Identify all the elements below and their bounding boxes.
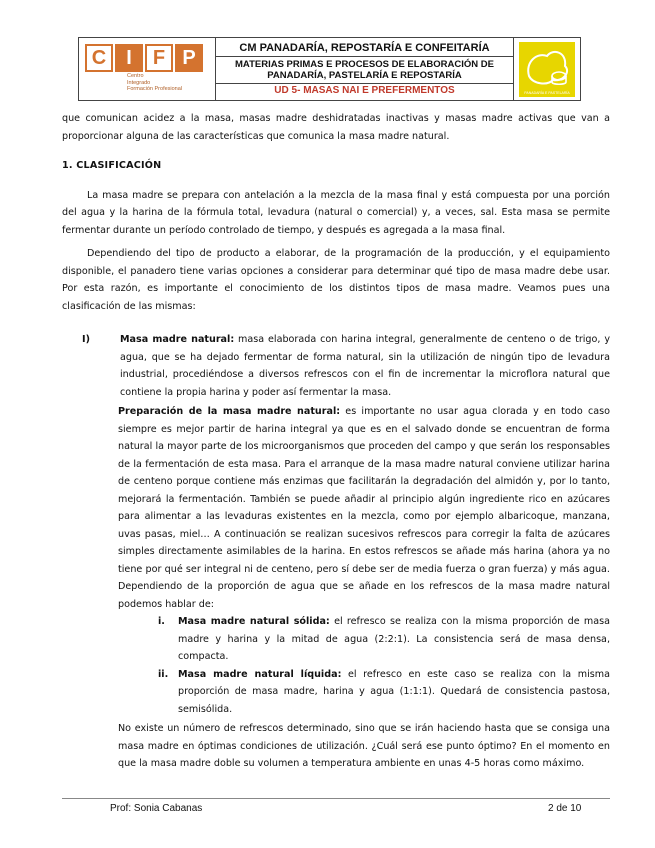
logo-letters <box>85 44 203 72</box>
term: Masa madre natural líquida: <box>178 668 342 680</box>
badge-caption: PANADARÍA E PASTELARÍA <box>524 91 570 95</box>
closing-paragraph: No existe un número de refrescos determinado, sino que se irán haciendo hasta que se consiga una masa madre en óptimas condiciones de utilización. ¿Cuál será ese punto óptimo? En el momento en que la masa madre doble su volumen a temperatura ambiente en unas 4-5 horas como máximo. <box>118 723 610 769</box>
sub-number: ii. <box>158 668 169 680</box>
term: Masa madre natural: <box>120 334 235 345</box>
term: Preparación de la masa madre natural: <box>118 406 341 417</box>
sub-number: i. <box>158 616 165 627</box>
preparation-block <box>62 403 610 613</box>
bread-icon <box>519 42 575 97</box>
cifp-logo <box>83 42 211 98</box>
header-table <box>78 37 581 101</box>
definition: el refresco se realiza con la misma proporción de masa madre y harina y la mitad de agua (2:2:1). La consistencia será de masa densa, compacta. <box>178 616 611 662</box>
bakery-badge-icon <box>519 42 575 97</box>
logo-subtitle <box>127 73 182 93</box>
definition: el refresco en este caso se realiza con la misma proporción de masa madre, harina y agua (1:1:1). Quedará de consistencia pastosa, semisólida. <box>178 668 610 715</box>
paragraph-2: Dependiendo del tipo de producto a elaborar, de la programación de la producción, y el equipamiento disponible, el panadero tiene varias opciones a considerar para determinar qué tipo de masa madre debe usar. Por esta razón, es importante el conocimiento de los distintos tipos de masa madre. Veamos pues una clasificación de las mismas: <box>62 248 610 312</box>
course-title: CM PANADARÍA, REPOSTARÍA E CONFEITARÍA <box>216 40 513 57</box>
footer-rule <box>62 798 610 799</box>
document-body <box>62 110 610 773</box>
section-heading: 1. CLASIFICACIÓN <box>62 160 162 171</box>
term: Masa madre natural sólida: <box>178 616 330 627</box>
list-item-natural <box>62 331 610 401</box>
sub-item-solid <box>62 613 610 666</box>
sub-item-text <box>178 666 610 719</box>
logo-letter-i: I <box>115 44 143 72</box>
logo-sub-line: Centro <box>127 73 144 79</box>
closing-block <box>62 720 610 773</box>
footer-author: Prof: Sonia Cabanas <box>110 803 203 814</box>
preparation-text <box>118 403 610 613</box>
paragraph-1: La masa madre se prepara con antelación a la mezcla de la masa final y está compuesta por una porción del agua y la harina de la fórmula total, levadura (natural o comercial) y, a veces, sal. Esta masa se permite fermentar durante un período controlado de tiempo, y después es agregada a la masa final. <box>62 189 610 236</box>
badge-cell <box>514 38 581 101</box>
logo-cell <box>79 38 216 101</box>
logo-sub-line: Formación Profesional <box>127 86 183 92</box>
sub-item-liquid <box>62 666 610 719</box>
unit-title: UD 5- MASAS NAI E PREFERMENTOS <box>274 85 455 96</box>
module-title: MATERIAS PRIMAS E PROCESOS DE ELABORACIÓN DE PANADARÍA, PASTELARÍA E REPOSTARÍA <box>216 57 513 84</box>
list-number: I) <box>82 334 90 345</box>
page-number: 2 de 10 <box>548 803 582 814</box>
list-item-text <box>120 331 610 401</box>
logo-letter-p: P <box>175 44 203 72</box>
sub-item-text <box>178 613 610 666</box>
logo-letter-c: C <box>85 44 113 72</box>
definition: es importante no usar agua clorada y en todo caso siempre es mejor partir de harina integral ya que es en el salvado donde se encuentran de forma natural la mayor parte de los microorganismos que proceden del campo y que serán los responsables de la fermentación de esta masa. Para el arranque de la masa madre natural conviene utilizar harina de centeno porque contiene más enzimas que facilitarán la degradación del almidón y, por lo tanto, mejorará la fermentación. También se puede añadir al principio algún ingrediente rico en azúcares para alimentar a las levaduras existentes en la mezcla, como por ejemplo albaricoque, manzana, uvas pasas, miel… A continuación se realizan sucesivos refrescos para corregir la falta de azúcares simples directamente asimilables de la harina. En estos refrescos se añade más harina (ahora ya no tiene por qué ser integral ni de centeno, pero sí debe ser de media fuerza o gran fuerza) y más agua. Dependiendo de la proporción de agua que se añade en los refrescos de la masa madre natural podemos hablar de: <box>118 406 610 610</box>
title-cell <box>216 38 514 101</box>
intro-paragraph: que comunican acidez a la masa, masas madre deshidratadas inactivas y masas madre activas que van a proporcionar alguna de las características que comunica la masa madre natural. <box>62 113 610 142</box>
logo-letter-f: F <box>145 44 173 72</box>
definition: masa elaborada con harina integral, generalmente de centeno o de trigo, y agua, que se ha dejado fermentar de forma natural, sin la utilización de ningún tipo de levadura industrial, procediéndose a diversos refrescos con el fin de incrementar la microflora natural que contiene la propia harina y poder así fermentar la masa. <box>120 334 610 398</box>
logo-sub-line: Integrado <box>127 79 151 86</box>
